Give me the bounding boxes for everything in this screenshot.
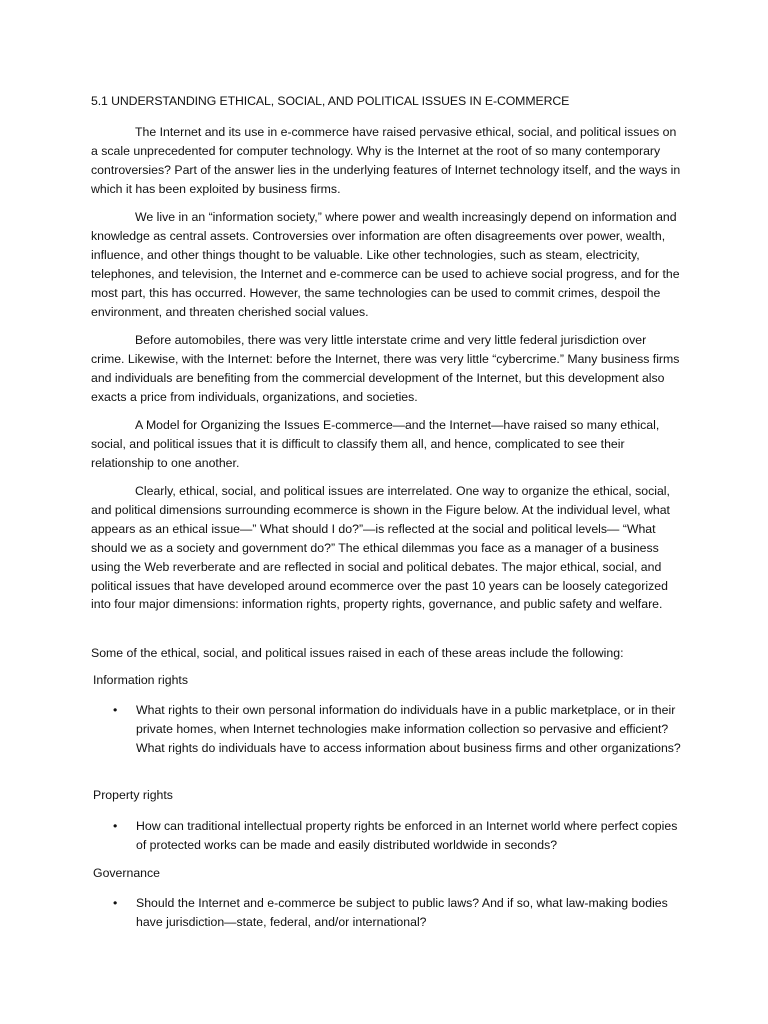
section-heading: 5.1 UNDERSTANDING ETHICAL, SOCIAL, AND POLITICAL ISSUES IN E-COMMERCE <box>91 94 570 108</box>
bullet-text: Should the Internet and e-commerce be subject to public laws? And if so, what law-making bodies have jurisdiction—state, federal, and/or international? <box>136 896 668 929</box>
bullet-text: How can traditional intellectual property rights be enforced in an Internet world where perfect copies of protected works can be made and easily distributed worldwide in seconds? <box>136 819 678 852</box>
subheading-governance: Governance <box>93 866 160 880</box>
intro-line: Some of the ethical, social, and political issues raised in each of these areas include the following: <box>91 646 624 660</box>
subheading-information-rights: Information rights <box>93 673 189 687</box>
bullet-icon: • <box>113 896 118 910</box>
bullet-item-property-rights <box>113 817 683 855</box>
bullet-item-information-rights <box>113 701 683 758</box>
bullet-text: What rights to their own personal information do individuals have in a public marketplace, or in their private homes, when Internet technologies make information collection so pervasive and efficient? What rights do individuals have to access information about business firms and other organizations? <box>136 703 681 755</box>
paragraph-5: Clearly, ethical, social, and political issues are interrelated. One way to organize the ethical, social, and political dimensions surrounding ecommerce is shown in the Figure below. At the individual level, what appears as an ethical issue—” What should I do?”—is reflected at the social and political levels— “What should we as a society and government do?” The ethical dilemmas you face as a manager of a business using the Web reverberate and are reflected in social and political debates. The major ethical, social, and political issues that have developed around ecommerce over the past 10 years can be loosely categorized into four major dimensions: information rights, property rights, governance, and public safety and welfare. <box>91 484 670 612</box>
paragraph-3: Before automobiles, there was very little interstate crime and very little federal jurisdiction over crime. Likewise, with the Internet: before the Internet, there was very little “cybercrime.” Many business firms and individuals are benefiting from the commercial development of the Internet, but this development also exacts a price from individuals, organizations, and societies. <box>91 333 680 404</box>
paragraph-1: The Internet and its use in e-commerce have raised pervasive ethical, social, and political issues on a scale unprecedented for computer technology. Why is the Internet at the root of so many contemporary controversies? Part of the answer lies in the underlying features of Internet technology itself, and the ways in which it has been exploited by business firms. <box>91 125 681 196</box>
paragraph-2: We live in an “information society,” where power and wealth increasingly depend on information and knowledge as central assets. Controversies over information are often disagreements over power, wealth, influence, and other things thought to be valuable. Like other technologies, such as steam, electricity, telephones, and television, the Internet and e-commerce can be used to achieve social progress, and for the most part, this has occurred. However, the same technologies can be used to commit crimes, despoil the environment, and threaten cherished social values. <box>91 210 680 319</box>
bullet-icon: • <box>113 703 118 717</box>
paragraph-4: A Model for Organizing the Issues E-commerce—and the Internet—have raised so many ethical, social, and political issues that it is difficult to classify them all, and hence, complicated to see their relationship to one another. <box>91 418 660 470</box>
bullet-icon: • <box>113 819 118 833</box>
subheading-property-rights: Property rights <box>93 788 173 802</box>
bullet-item-governance <box>113 894 683 932</box>
